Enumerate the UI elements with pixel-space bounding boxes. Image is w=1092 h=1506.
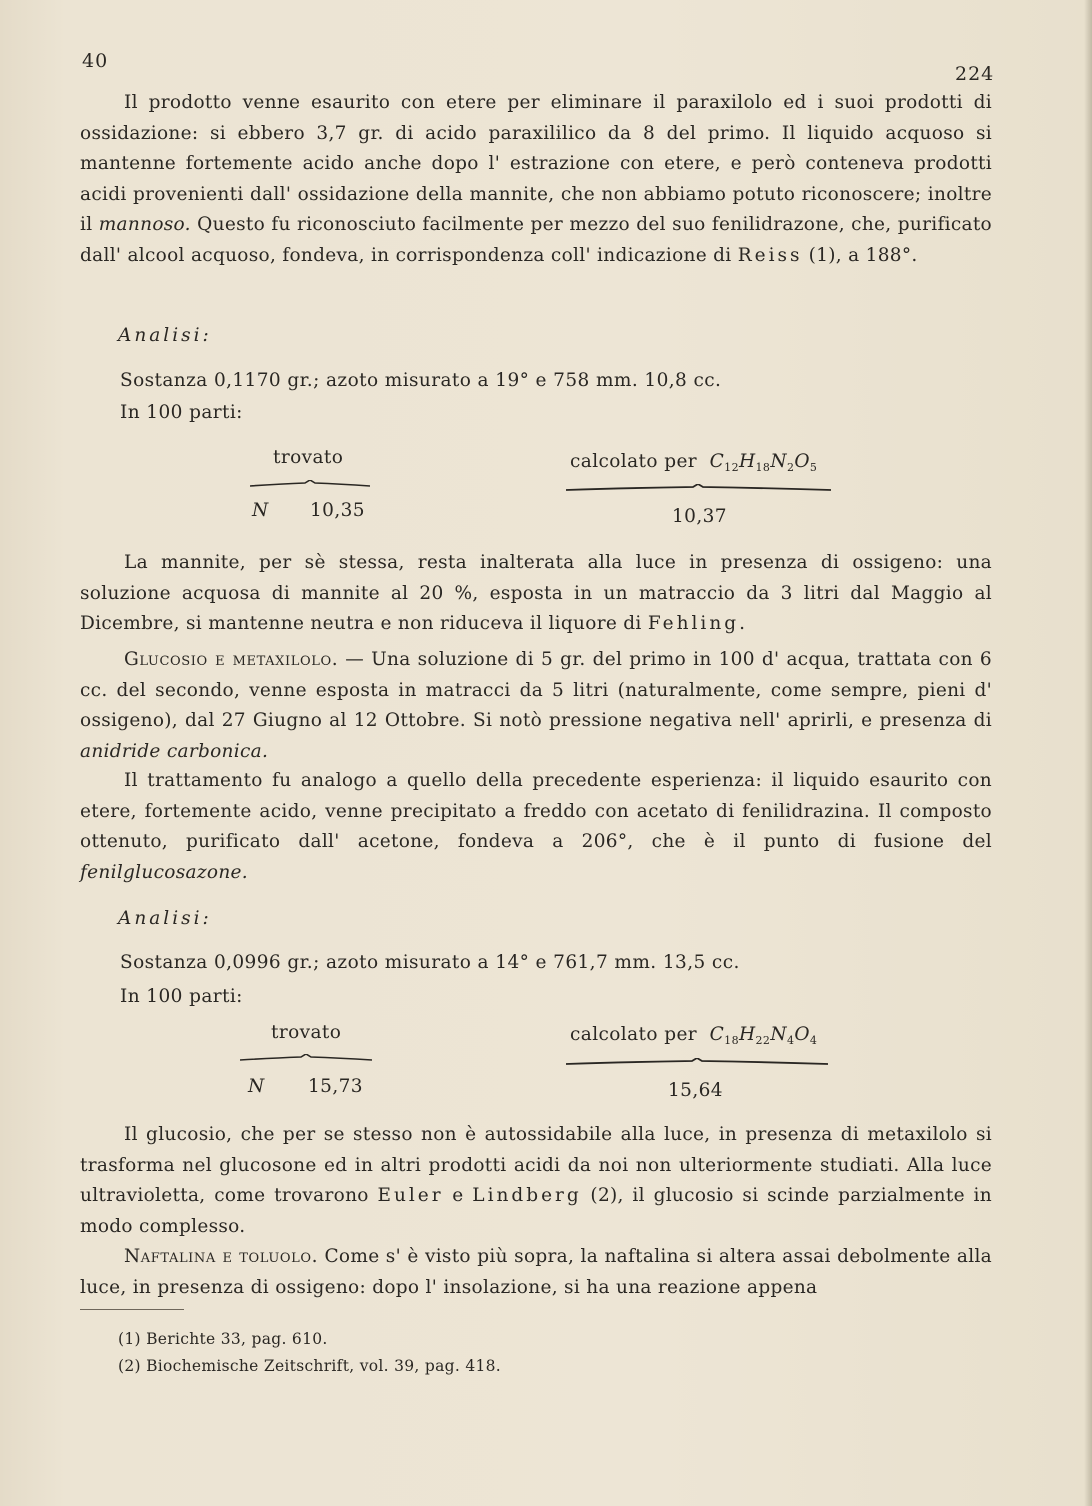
analysis1-parts-line: In 100 parti: bbox=[120, 402, 243, 423]
formula1-c-sub: 12 bbox=[724, 461, 739, 474]
formula1-h-sub: 18 bbox=[755, 461, 771, 474]
formula1-o: O bbox=[794, 451, 810, 472]
footnote-1: (1) Berichte 33, pag. 610. bbox=[118, 1330, 328, 1348]
analysis1-found-label: trovato bbox=[273, 447, 344, 468]
page-edge-shadow bbox=[1084, 0, 1092, 1506]
brace-found-2 bbox=[240, 1054, 372, 1062]
paragraph-trattamento bbox=[80, 766, 992, 888]
para1-text-c: (1), a 188°. bbox=[802, 244, 918, 266]
analysis2-element: N bbox=[248, 1076, 265, 1097]
page-number-left: 40 bbox=[82, 50, 109, 72]
brace-calc-1 bbox=[566, 484, 831, 492]
paragraph-naftalina-toluolo bbox=[80, 1242, 992, 1303]
para6-text-a: Come s' è visto più sopra, la naftalina si altera assai debolmente alla luce, in presenza di ossigeno: dopo l' insolazione, si ha una reazione appena bbox=[80, 1246, 992, 1298]
para5-text-b: (2), il glucosio si scinde parzialmente in modo complesso. bbox=[80, 1185, 992, 1237]
page-number-right: 224 bbox=[955, 63, 995, 85]
analysis2-calc-value: 15,64 bbox=[668, 1080, 723, 1101]
para1-text-b: Questo fu riconosciuto facilmente per mezzo del suo fenilidrazone, che, purificato dall' alcool acquoso, fondeva, in corrispondenza coll' indicazione di bbox=[80, 214, 992, 266]
formula1-n-sub: 2 bbox=[786, 461, 795, 474]
footnote-rule bbox=[80, 1309, 184, 1310]
formula1-h: H bbox=[738, 451, 756, 472]
formula2-o: O bbox=[794, 1024, 810, 1045]
paragraph-glucosio-metaxilolo bbox=[80, 645, 992, 767]
author-reiss: Reiss bbox=[737, 244, 803, 266]
footnote-2: (2) Biochemische Zeitschrift, vol. 39, pag. 418. bbox=[118, 1357, 502, 1375]
author-fehling: Fehling bbox=[647, 613, 740, 634]
para4-text-a: Il trattamento fu analogo a quello della precedente esperienza: il liquido esaurito con etere, fortemente acido, venne precipitato a freddo con acetato di fenilidrazina. Il composto ottenuto, purificato dall' acetone, fondeva a 206°, che è il punto di fusione del bbox=[80, 770, 992, 852]
para5-text-a: Il glucosio, che per se stesso non è autossidabile alla luce, in presenza di metaxilolo si trasforma nel glucosone ed in altri prodotti acidi da noi non ulteriormente studiati. Alla luce ultravioletta, come trovarono bbox=[80, 1124, 992, 1206]
analysis2-found-value: 15,73 bbox=[308, 1076, 363, 1097]
author-euler: Euler bbox=[377, 1185, 444, 1206]
paragraph-glucosio-light bbox=[80, 1120, 992, 1242]
formula2-c: C bbox=[709, 1024, 725, 1045]
analysis2-found-label: trovato bbox=[271, 1022, 342, 1043]
formula2-h-sub: 22 bbox=[755, 1034, 771, 1047]
analysis1-calc-value: 10,37 bbox=[672, 506, 727, 527]
formula2-n: N bbox=[770, 1024, 787, 1045]
formula1-o-sub: 5 bbox=[809, 461, 818, 474]
analysis2-substance-line: Sostanza 0,0996 gr.; azoto misurato a 14° e 761,7 mm. 13,5 cc. bbox=[120, 952, 740, 973]
analysis1-calc-label: calcolato per bbox=[570, 451, 698, 472]
section-heading-naftalina: Naftalina e toluolo. bbox=[124, 1246, 319, 1267]
formula2-c-sub: 18 bbox=[724, 1034, 739, 1047]
analysis1-element: N bbox=[252, 500, 269, 521]
analysis2-calc-label: calcolato per bbox=[570, 1024, 698, 1045]
para3-italic-anidride: anidride carbonica. bbox=[80, 740, 269, 762]
analysis1-calc-formula bbox=[570, 451, 817, 474]
brace-found-1 bbox=[250, 480, 370, 488]
analysis-heading-1: Analisi: bbox=[118, 325, 212, 346]
formula2-h: H bbox=[738, 1024, 756, 1045]
formula2-n-sub: 4 bbox=[786, 1034, 795, 1047]
formula1-n: N bbox=[770, 451, 787, 472]
section-heading-glucosio: Glucosio e metaxilolo. bbox=[124, 649, 339, 670]
analysis1-found-value: 10,35 bbox=[310, 500, 365, 521]
analysis1-substance-line: Sostanza 0,1170 gr.; azoto misurato a 19° e 758 mm. 10,8 cc. bbox=[120, 370, 722, 391]
paragraph-mannite-oxidation bbox=[80, 88, 992, 271]
analysis2-calc-formula bbox=[570, 1024, 817, 1047]
analysis-heading-2: Analisi: bbox=[118, 908, 212, 929]
para5-text-mid: e bbox=[443, 1185, 473, 1206]
para1-text-a: Il prodotto venne esaurito con etere per eliminare il paraxilolo ed i suoi prodotti di ossidazione: si ebbero 3,7 gr. di acido paraxililico da 8 del primo. Il liquido acquoso si mantenne fortemente acido anche dopo l' estrazione con etere, e però conteneva prodotti acidi provenienti dall' ossidazione della mannite, che non abbiamo potuto riconoscere; inoltre il bbox=[80, 92, 992, 235]
para2-text-a: La mannite, per sè stessa, resta inalterata alla luce in presenza di ossigeno: una soluzione acquosa di mannite al 20 %, esposta in un matraccio da 3 litri dal Maggio al Dicembre, si mantenne neutra e non riduceva il liquore di bbox=[80, 552, 992, 634]
brace-calc-2 bbox=[566, 1058, 828, 1066]
para3-text-a: — Una soluzione di 5 gr. del primo in 100 d' acqua, trattata con 6 cc. del secondo, venne esposta in matracci da 5 litri (naturalmente, come sempre, pieni d' ossigeno), dal 27 Giugno al 12 Ottobre. Si notò pressione negativa nell' aprirli, e presenza di bbox=[80, 649, 992, 731]
analysis2-parts-line: In 100 parti: bbox=[120, 986, 243, 1007]
para2-text-b: . bbox=[739, 613, 746, 634]
formula1-c: C bbox=[709, 451, 725, 472]
para1-italic-mannoso: mannoso. bbox=[98, 214, 191, 235]
paragraph-mannite-light bbox=[80, 548, 992, 640]
author-lindberg: Lindberg bbox=[472, 1185, 582, 1206]
para4-italic-fenilglucosazone: fenilglucosazone. bbox=[80, 861, 248, 883]
formula2-o-sub: 4 bbox=[809, 1034, 818, 1047]
